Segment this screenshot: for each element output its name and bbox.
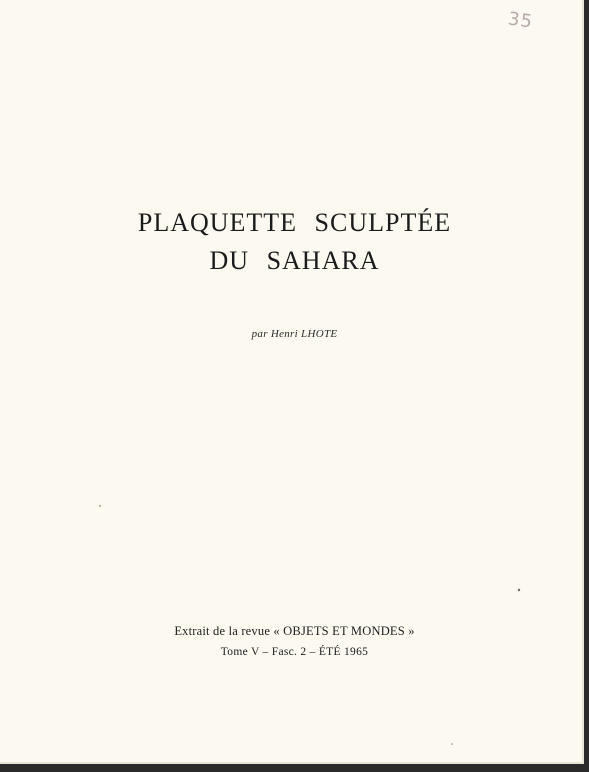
speck xyxy=(518,589,520,591)
extract-note: Extrait de la revue « OBJETS ET MONDES » xyxy=(174,624,415,638)
handwritten-page-number-text: 35 xyxy=(506,8,535,33)
title-line-2: DU SAHARA xyxy=(209,246,380,275)
speck xyxy=(451,743,453,745)
volume-info: Tome V – Fasc. 2 – ÉTÉ 1965 xyxy=(220,646,369,658)
title-line-1: PLAQUETTE SCULPTÉE xyxy=(137,208,452,237)
speck xyxy=(99,505,101,507)
author-byline: par Henri LHOTE xyxy=(251,328,338,340)
